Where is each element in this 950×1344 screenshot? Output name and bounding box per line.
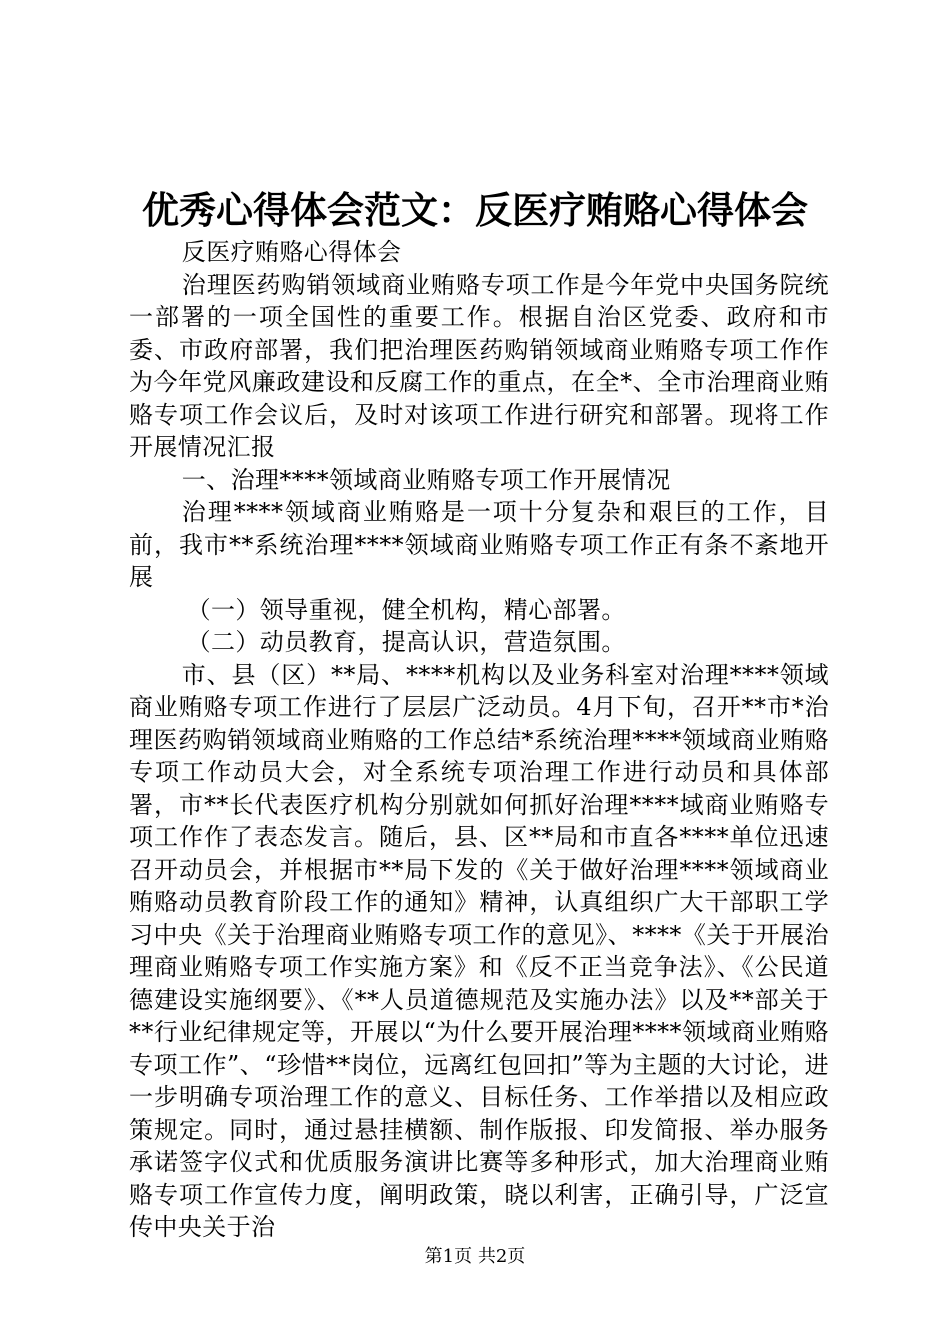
list-item: （二）动员教育，提高认识，营造氛围。 [186,628,626,656]
paragraph: 治理****领域商业贿赂是一项十分复杂和艰巨的工作，目前，我市**系统治理****领域商业贿赂专项工作正有条不紊地开展 [129,498,829,591]
paragraph-subtitle: 反医疗贿赂心得体会 [181,238,402,266]
page-footer: 第1页 共2页 [424,1246,526,1267]
document-body [129,236,829,1244]
paragraph: 治理医药购销领域商业贿赂专项工作是今年党中央国务院统一部署的一项全国性的重要工作。根据自治区党委、政府和市委、市政府部署，我们把治理医药购销领域商业贿赂专项工作作为今年党风廉政建设和反腐工作的重点，在全*、全市治理商业贿赂专项工作会议后，及时对该项工作进行研究和部署。现将工作开展情况汇报 [129,270,829,461]
paragraph: 市、县（区）**局、****机构以及业务科室对治理****领域商业贿赂专项工作进行了层层广泛动员。4月下旬，召开**市*治理医药购销领域商业贿赂的工作总结*系统治理****领域商业贿赂专项工作动员大会，对全系统专项治理工作进行动员和具体部署，市**长代表医疗机构分别就如何抓好治理****域商业贿赂专项工作作了表态发言。随后，县、区**局和市直各****单位迅速召开动员会，并根据市**局下发的《关于做好治理****领域商业贿赂动员教育阶段工作的通知》精神，认真组织广大干部职工学习中央《关于治理商业贿赂专项工作的意见》、****《关于开展治理商业贿赂专项工作实施方案》和《反不正当竞争法》、《公民道德建设实施纲要》、《**人员道德规范及实施办法》以及**部关于**行业纪律规定等，开展以“为什么要开展治理****领域商业贿赂专项工作”、“珍惜**岗位，远离红包回扣”等为主题的大讨论，进一步明确专项治理工作的意义、目标任务、工作举措以及相应政策规定。同时，通过悬挂横额、制作版报、印发简报、举办服务承诺签字仪式和优质服务演讲比赛等多种形式，加大治理商业贿赂专项工作宣传力度，阐明政策，晓以利害，正确引导，广泛宣传中央关于治 [129,660,829,1241]
document-title: 优秀心得体会范文：反医疗贿赂心得体会 [142,188,808,232]
list-item: （一）领导重视，健全机构，精心部署。 [186,595,626,624]
section-heading: 一、治理****领域商业贿赂专项工作开展情况 [181,465,671,494]
